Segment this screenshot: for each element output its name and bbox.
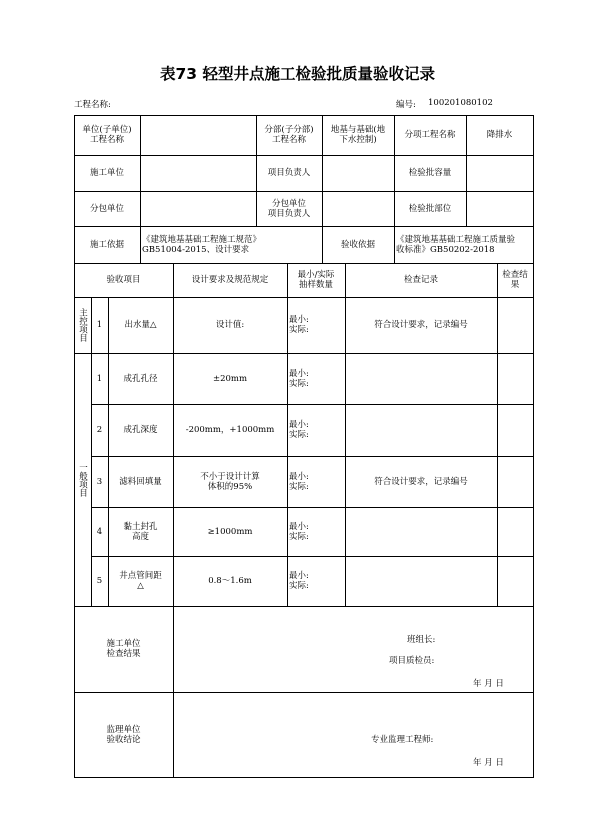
general-row-sample[interactable]: 最小: 实际:	[289, 471, 309, 492]
batch-location-label: 检验批部位	[408, 203, 452, 214]
quality-inspector-label: 项目质检员:	[389, 656, 435, 666]
general-row-no: 4	[96, 526, 103, 537]
batch-capacity-label: 检验批容量	[408, 168, 452, 178]
project-name-label: 工程名称:	[74, 100, 111, 110]
supervision-label: 监理单位 验收结论	[106, 724, 141, 745]
col-header-record: 检查记录	[403, 275, 438, 285]
item-name-value: 降排水	[486, 130, 513, 140]
main-row-record[interactable]: 符合设计要求，记录编号	[374, 320, 468, 330]
general-row-design: 不小于设计计算 体积的95%	[200, 471, 260, 492]
main-row-sample[interactable]: 最小: 实际:	[289, 315, 309, 335]
construction-date: 年 月 日	[473, 679, 504, 689]
construction-basis-value: 《建筑地基基础工程施工规范》 GB51004-2015、设计要求	[142, 234, 262, 255]
team-leader-label: 班组长:	[407, 635, 436, 645]
sub-manager-label: 分包单位 项目负责人	[267, 198, 311, 219]
general-row-name: 滤料回填量	[119, 476, 162, 487]
general-row-record[interactable]: 符合设计要求，记录编号	[374, 476, 468, 487]
general-row-design: ±20mm	[212, 373, 248, 384]
supervision-date: 年 月 日	[473, 758, 504, 768]
general-row-design: 0.8～1.6m	[208, 576, 252, 586]
general-row-no: 2	[96, 425, 103, 435]
general-row-no: 3	[96, 476, 103, 487]
general-row-name: 黏土封孔 高度	[123, 521, 158, 542]
main-row-no: 1	[96, 320, 103, 330]
general-row-record[interactable]	[345, 404, 497, 456]
subdivision-value: 地基与基础(地 下水控制)	[330, 125, 386, 145]
acceptance-basis-label: 验收依据	[340, 239, 375, 250]
page-title: 表73 轻型井点施工检验批质量验收记录	[160, 65, 435, 83]
general-row-no: 5	[96, 576, 103, 586]
unit-value[interactable]	[140, 115, 256, 155]
general-row-name: 成孔深度	[123, 425, 158, 435]
main-row-design: 设计值:	[215, 320, 245, 330]
main-row-result[interactable]	[497, 297, 533, 353]
construction-check-label: 施工单位 检查结果	[106, 639, 141, 659]
col-header-design: 设计要求及规范规定	[191, 275, 269, 285]
main-row-name: 出水量△	[124, 320, 157, 330]
construction-basis-label: 施工依据	[89, 239, 124, 250]
supervision-engineer-label: 专业监理工程师:	[371, 735, 434, 745]
col-header-sample: 最小/实际 抽样数量	[297, 270, 335, 290]
col-header-item: 验收项目	[106, 275, 141, 285]
general-row-sample[interactable]: 最小: 实际:	[289, 420, 309, 440]
general-row-sample[interactable]: 最小: 实际:	[289, 571, 309, 591]
general-row-record[interactable]	[345, 353, 497, 404]
number-label: 编号:	[396, 100, 416, 110]
main-control-group-label: 主控项目	[77, 308, 88, 342]
unit-label: 单位(子单位) 工程名称	[82, 125, 132, 145]
construction-unit-label: 施工单位	[89, 168, 124, 178]
col-header-result: 检查结 果	[502, 270, 528, 290]
subdivision-label: 分部(子分部) 工程名称	[264, 125, 314, 145]
number-value: 100201080102	[428, 98, 493, 108]
general-row-design: -200mm，+1000mm	[185, 425, 275, 435]
general-row-no: 1	[96, 373, 103, 384]
item-name-label: 分项工程名称	[404, 130, 456, 140]
general-row-record[interactable]	[345, 556, 497, 606]
general-row-sample[interactable]: 最小: 实际:	[289, 521, 309, 542]
general-row-record[interactable]	[345, 507, 497, 556]
general-row-design: ≥1000mm	[207, 526, 253, 537]
general-row-name: 井点管间距 △	[119, 571, 162, 591]
general-row-sample[interactable]: 最小: 实际:	[289, 368, 309, 389]
subcontractor-label: 分包单位	[89, 203, 124, 214]
general-group-label: 一般项目	[77, 462, 88, 497]
acceptance-basis-value: 《建筑地基基础工程施工质量验 收标准》GB50202-2018	[396, 234, 516, 255]
general-row-name: 成孔孔径	[123, 373, 158, 384]
project-manager-label: 项目负责人	[267, 168, 311, 178]
